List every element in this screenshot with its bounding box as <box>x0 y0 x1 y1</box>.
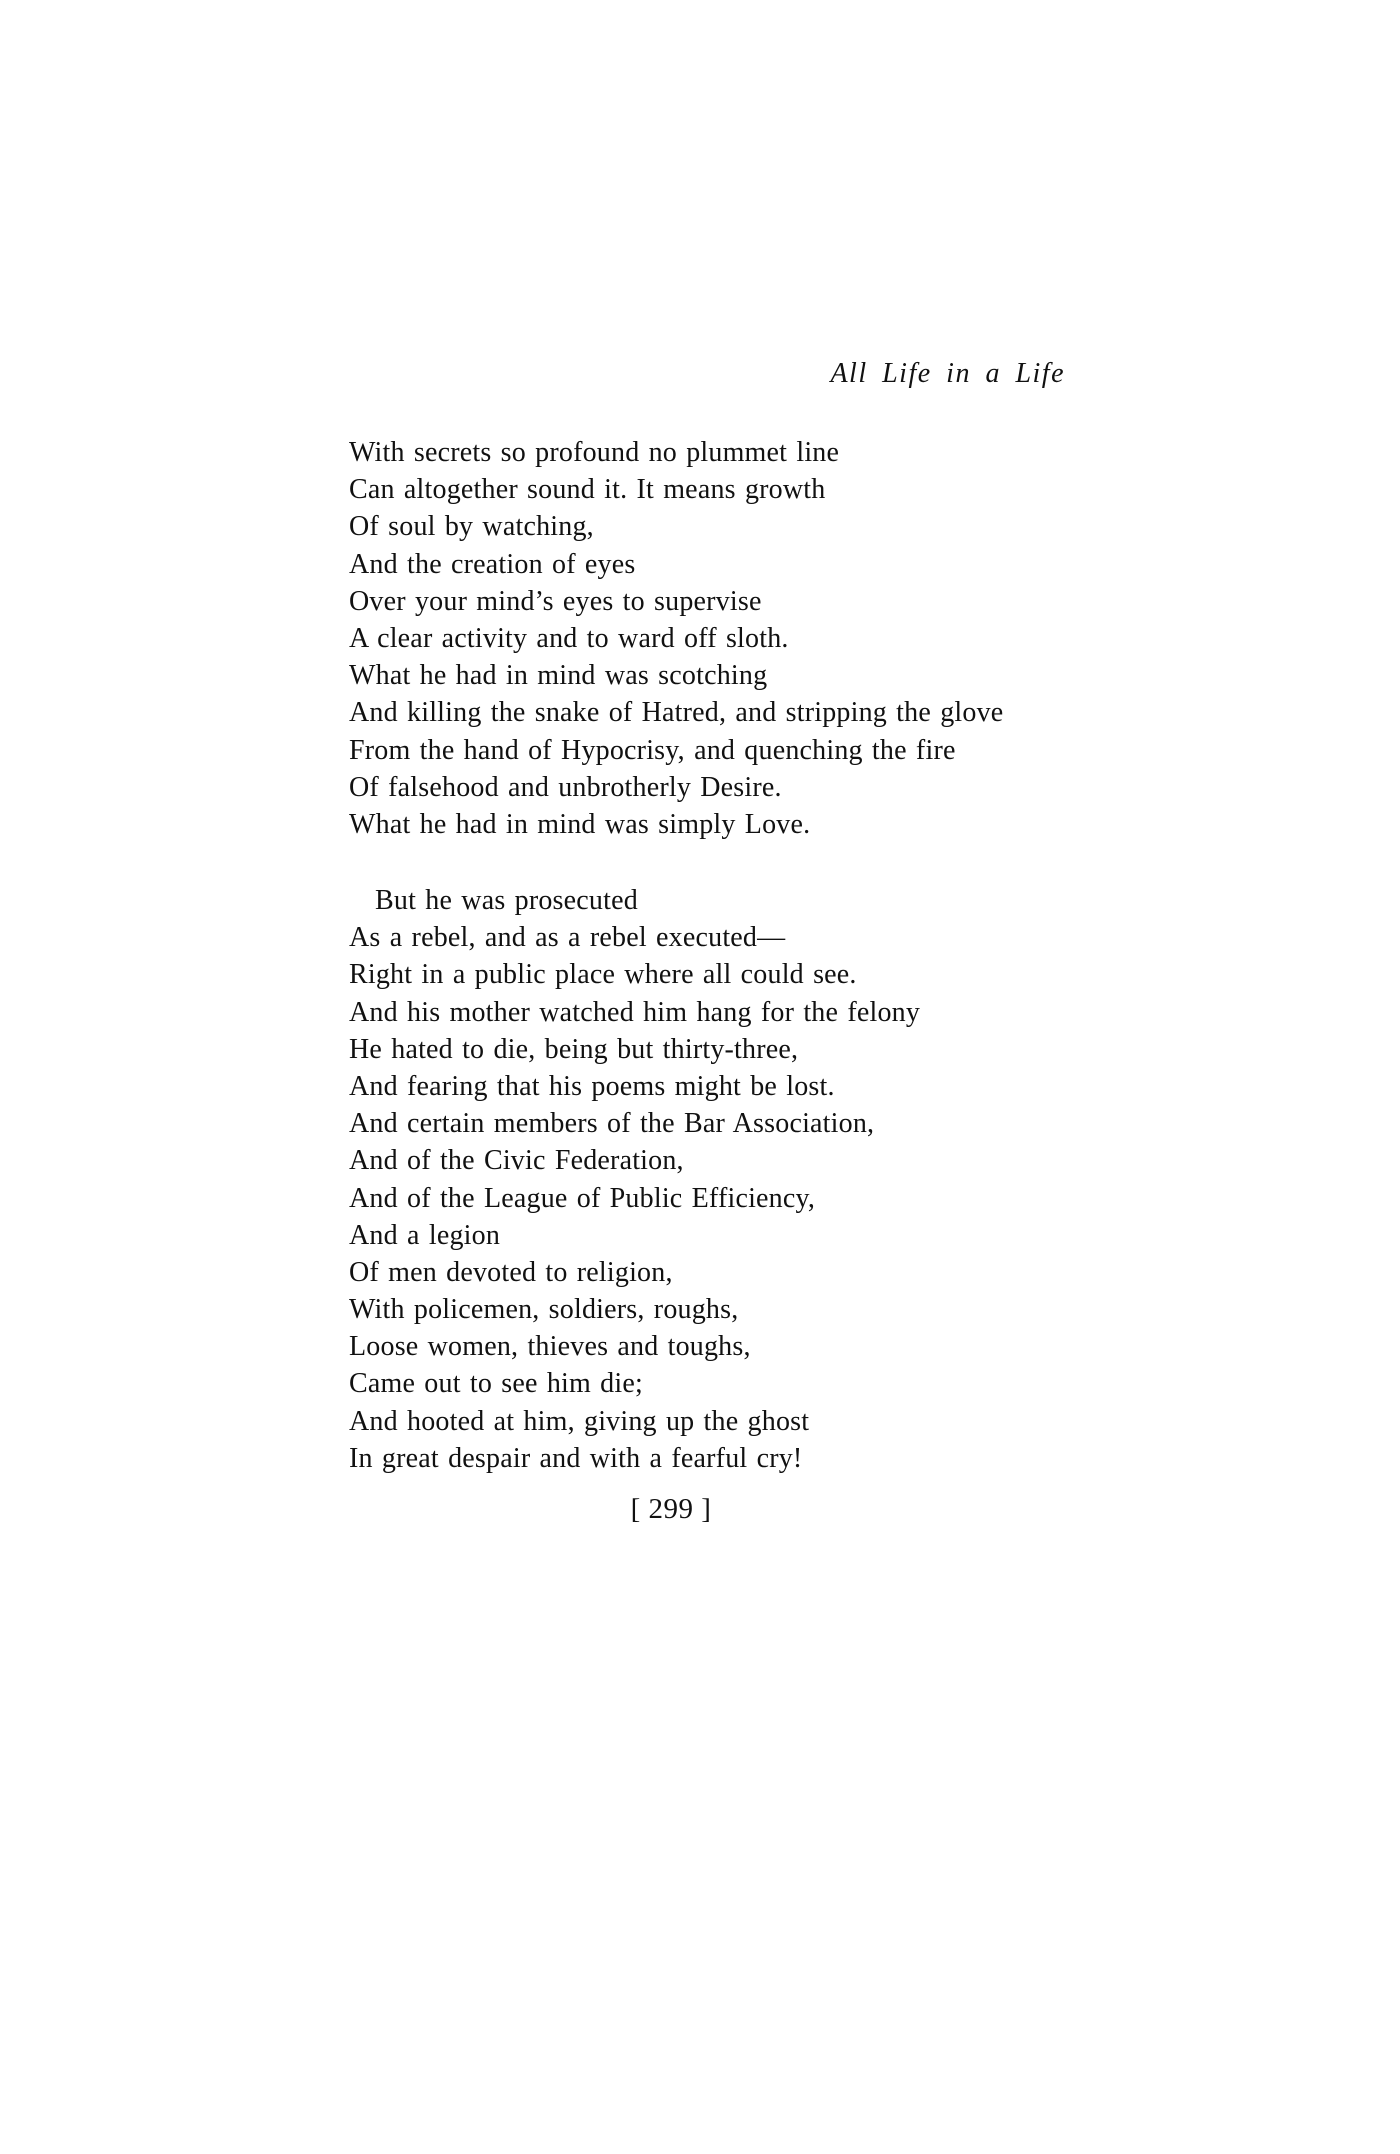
poem-line: Of men devoted to religion, <box>349 1256 673 1288</box>
poem-line: From the hand of Hypocrisy, and quenching the fire <box>349 734 956 766</box>
running-head: All Life in a Life <box>830 358 1065 389</box>
poem-line: And a legion <box>349 1219 501 1251</box>
poem-line: With secrets so profound no plummet line <box>349 437 840 468</box>
poem-line: A clear activity and to ward off sloth. <box>349 622 789 654</box>
poem-line: Loose women, thieves and toughs, <box>349 1331 751 1363</box>
poem-line: Of falsehood and unbrotherly Desire. <box>349 771 782 803</box>
poem-line: But he was prosecuted <box>375 885 638 916</box>
poem-line: With policemen, soldiers, roughs, <box>349 1294 739 1326</box>
poem-line: He hated to die, being but thirty-three, <box>349 1033 799 1065</box>
poem-line: And the creation of eyes <box>349 548 636 580</box>
stanza-2 <box>349 882 920 1477</box>
poem-line: Over your mind’s eyes to supervise <box>349 585 762 617</box>
poem-line: And of the Civic Federation, <box>349 1145 684 1177</box>
poem-line: Can altogether sound it. It means growth <box>349 474 826 506</box>
poem-line: What he had in mind was scotching <box>349 660 768 692</box>
poem-line: And killing the snake of Hatred, and stripping the glove <box>349 697 1004 729</box>
page-number: [ 299 ] <box>630 1493 712 1525</box>
poem-line: And fearing that his poems might be lost. <box>349 1070 835 1102</box>
poem-line: As a rebel, and as a rebel executed— <box>349 922 786 954</box>
poem-line: In great despair and with a fearful cry! <box>349 1442 803 1474</box>
poem-line: And of the League of Public Efficiency, <box>349 1182 816 1214</box>
poem-line: Came out to see him die; <box>349 1368 643 1400</box>
poem-line: Right in a public place where all could see. <box>349 959 857 991</box>
stanza-1 <box>349 434 1003 843</box>
poem-line: What he had in mind was simply Love. <box>349 808 811 840</box>
poem-line: And hooted at him, giving up the ghost <box>349 1405 810 1437</box>
poem-line: And certain members of the Bar Association, <box>349 1108 875 1140</box>
poem-line: Of soul by watching, <box>349 511 594 543</box>
poem-line: And his mother watched him hang for the felony <box>349 996 921 1028</box>
